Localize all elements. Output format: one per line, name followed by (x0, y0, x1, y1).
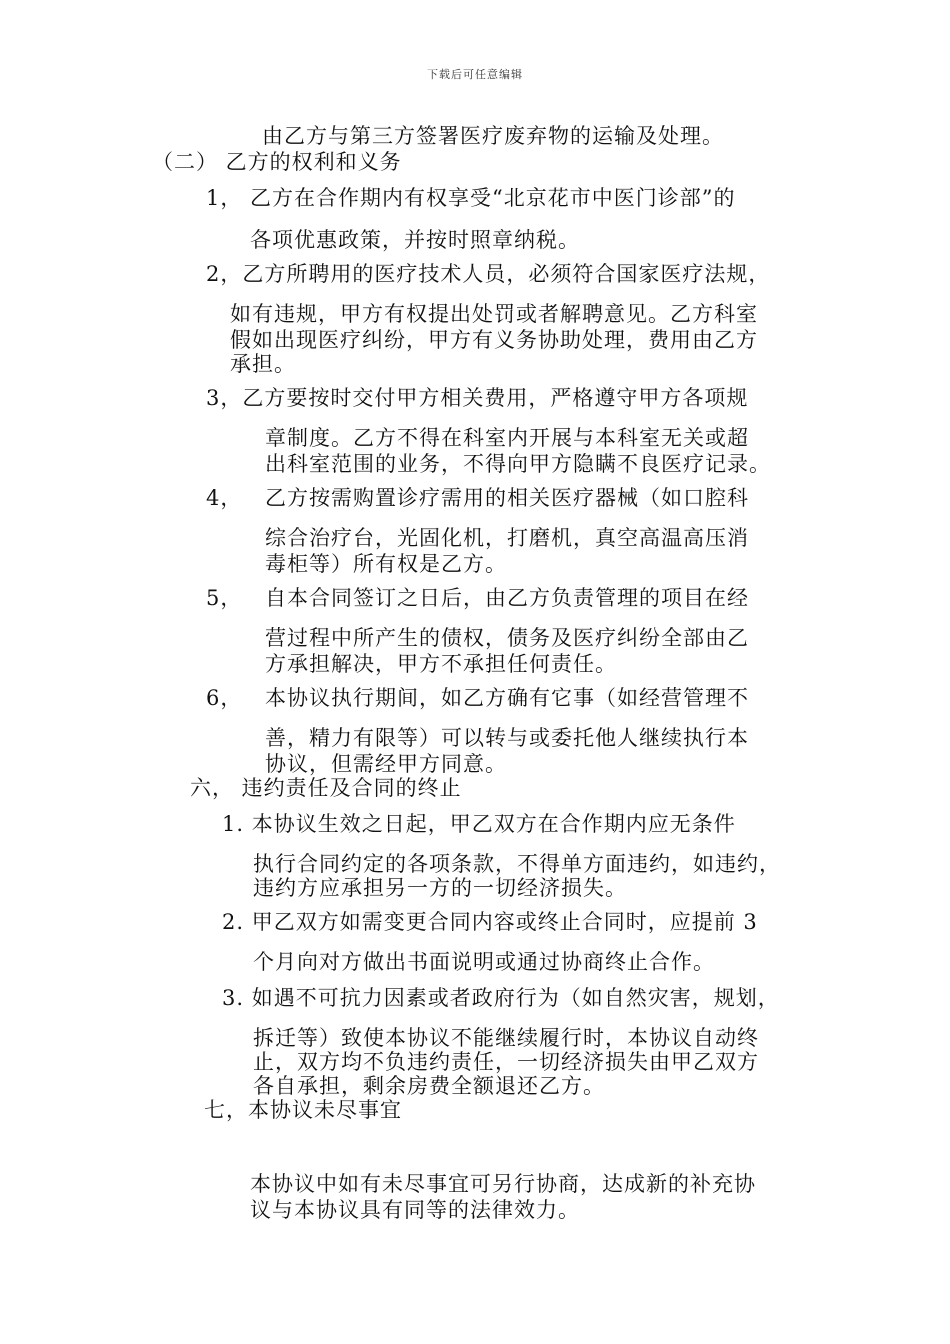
text-line: 2，乙方所聘用的医疗技术人员，必须符合国家医疗法规， (206, 262, 771, 286)
text-line: 2. 甲乙双方如需变更合同内容或终止合同时，应提前 3 (222, 910, 758, 934)
section-heading: （二） 乙方的权利和义务 (152, 150, 402, 174)
text-line: 止，双方均不负违约责任，一切经济损失由甲乙双方 (253, 1050, 759, 1074)
text-line: 各项优惠政策，并按时照章纳税。 (250, 228, 580, 252)
text-line: 善，精力有限等）可以转与或委托他人继续执行本 (265, 726, 749, 750)
text-line: 出科室范围的业务，不得向甲方隐瞒不良医疗记录。 (265, 452, 771, 476)
text-line: 营过程中所产生的债权，债务及医疗纠纷全部由乙 (265, 626, 749, 650)
text-line: 议与本协议具有同等的法律效力。 (250, 1198, 580, 1222)
text-line: 3. 如遇不可抗力因素或者政府行为（如自然灾害，规划， (222, 986, 780, 1010)
text-line: 本协议执行期间，如乙方确有它事（如经营管理不 (265, 686, 749, 710)
text-line: 自本合同签订之日后，由乙方负责管理的项目在经 (265, 586, 749, 610)
text-line: 综合治疗台，光固化机，打磨机，真空高温高压消 (265, 526, 749, 550)
text-line: 执行合同约定的各项条款，不得单方面违约，如违约， (253, 852, 781, 876)
section-heading: 六， 违约责任及合同的终止 (190, 776, 462, 800)
download-note: 下载后可任意编辑 (427, 68, 523, 81)
text-line: 由乙方与第三方签署医疗废弃物的运输及处理。 (262, 124, 724, 148)
text-line: 章制度。乙方不得在科室内开展与本科室无关或超 (265, 426, 749, 450)
text-line: 个月向对方做出书面说明或通过协商终止合作。 (253, 950, 715, 974)
text-line: 1， 乙方在合作期内有权享受“北京花市中医门诊部”的 (206, 186, 736, 210)
item-number: 5， (206, 586, 243, 610)
text-line: 假如出现医疗纠纷，甲方有义务协助处理，费用由乙方 (230, 328, 758, 352)
text-line: 如有违规，甲方有权提出处罚或者解聘意见。乙方科室 (230, 302, 758, 326)
text-line: 本协议中如有未尽事宜可另行协商，达成新的补充协 (250, 1172, 756, 1196)
text-line: 3，乙方要按时交付甲方相关费用，严格遵守甲方各项规 (206, 386, 749, 410)
text-line: 方承担解决，甲方不承担任何责任。 (265, 652, 617, 676)
text-line: 协议，但需经甲方同意。 (265, 752, 507, 776)
text-line: 承担。 (230, 352, 296, 376)
text-line: 乙方按需购置诊疗需用的相关医疗器械（如口腔科 (265, 486, 749, 510)
text-line: 各自承担，剩余房费全额退还乙方。 (253, 1074, 605, 1098)
item-number: 4， (206, 486, 243, 510)
text-line: 毒柜等）所有权是乙方。 (265, 552, 507, 576)
text-line: 1. 本协议生效之日起，甲乙双方在合作期内应无条件 (222, 812, 736, 836)
section-heading: 七，本协议未尽事宜 (204, 1098, 402, 1122)
item-number: 6， (206, 686, 243, 710)
text-line: 违约方应承担另一方的一切经济损失。 (253, 876, 627, 900)
text-line: 拆迁等）致使本协议不能继续履行时，本协议自动终 (253, 1026, 759, 1050)
